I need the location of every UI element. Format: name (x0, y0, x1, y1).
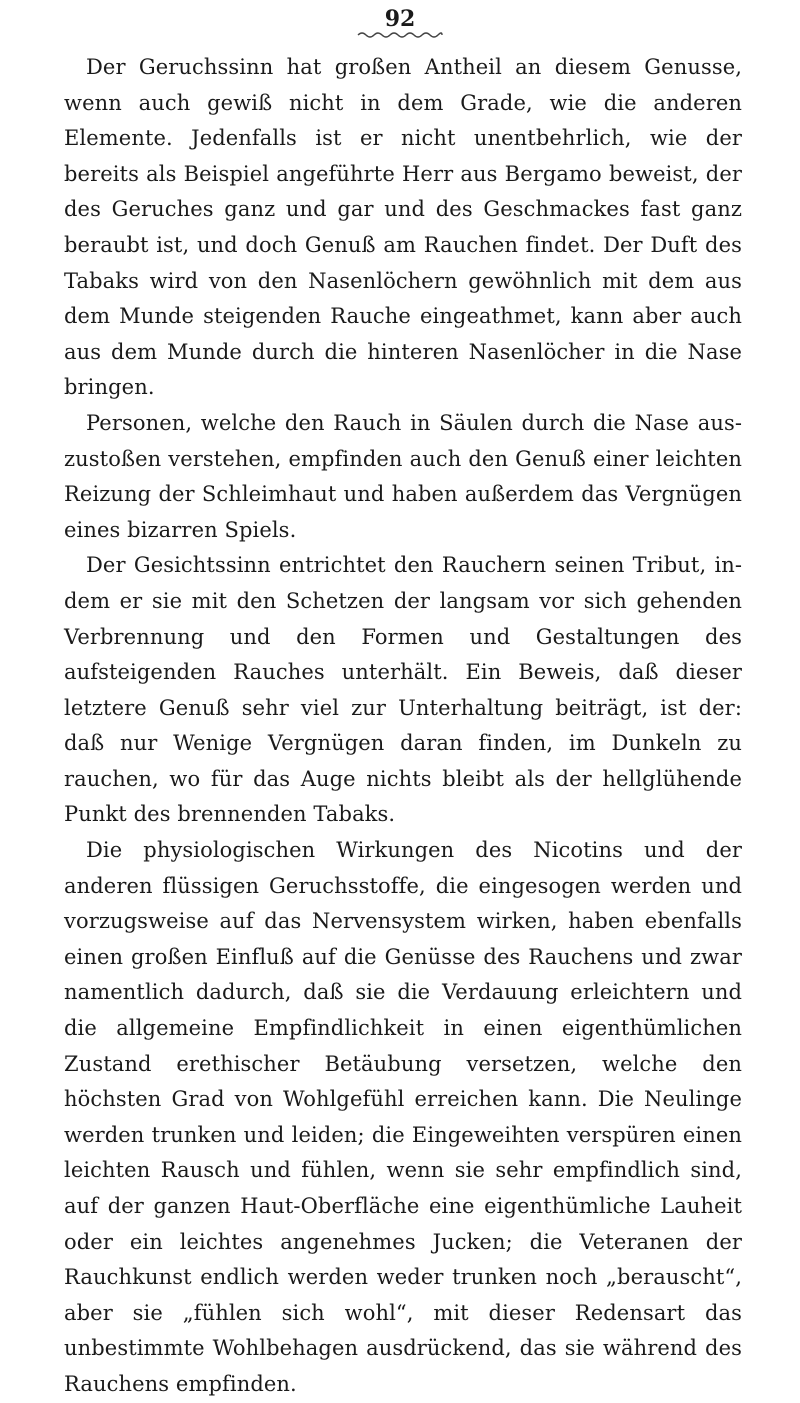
paragraph-3: Der Gesichtssinn entrichtet den Rauchern seinen Tribut, indem er sie mit den Schetzen der langsam vor sich gehenden Verbrennung und den Formen und Gestaltungen des aufsteigenden Rauches unterhält. Ein Beweis, daß dieser letztere Genuß sehr viel zur Unterhaltung beiträgt, ist der: daß nur Wenige Vergnügen daran finden, im Dunkeln zu rauchen, wo für das Auge nichts bleibt als der hellglühende Punkt des brennenden Tabaks. (64, 553, 742, 827)
paragraph-1: Der Geruchssinn hat großen Antheil an diesem Genusse, wenn auch gewiß nicht in dem Grade, wie die anderen Elemente. Jedenfalls ist er nicht unentbehrlich, wie der bereits als Beispiel angeführte Herr aus Bergamo beweist, der des Geruches ganz und gar und des Geschmackes fast ganz beraubt ist, und doch Genuß am Rauchen findet. Der Duft des Tabaks wird von den Nasenlöchern gewöhnlich mit dem aus dem Munde steigenden Rauche eingeathmet, kann aber auch aus dem Munde durch die hinteren Nasenlöcher in die Nase bringen. (64, 55, 742, 400)
decorative-squiggle (356, 30, 444, 40)
paragraph-4: Die physiologischen Wirkungen des Nicotins und der anderen flüssigen Geruchsstoffe, die eingesogen werden und vorzugsweise auf das Nervensystem wirken, haben ebenfalls einen großen Einfluß auf die Genüsse des Rauchens und zwar namentlich dadurch, daß sie die Verdauung erleichtern und die allgemeine Empfindlichkeit in einen eigenthümlichen Zustand erethischer Betäubung versetzen, welche den höchsten Grad von Wohlgefühl erreichen kann. Die Neulinge werden trunken und leiden; die Eingeweihten verspüren einen leichten Rausch und fühlen, wenn sie sehr empfindlich sind, auf der ganzen Haut-Oberfläche eine eigenthümliche Lauheit oder ein leichtes angenehmes Jucken; die Veteranen der Rauchkunst endlich werden weder trunken noch „berauscht“, aber sie „fühlen sich wohl“, mit dieser Redensart das unbestimmte Wohlbehagen ausdrückend, das sie während des Rauchens empfinden. (64, 838, 742, 1396)
paragraph-2: Personen, welche den Rauch in Säulen durch die Nase auszustoßen verstehen, empfinden auch den Genuß einer leichten Reizung der Schleimhaut und haben außerdem das Vergnügen eines bizarren Spiels. (64, 410, 742, 542)
page-number: 92 (384, 6, 416, 32)
